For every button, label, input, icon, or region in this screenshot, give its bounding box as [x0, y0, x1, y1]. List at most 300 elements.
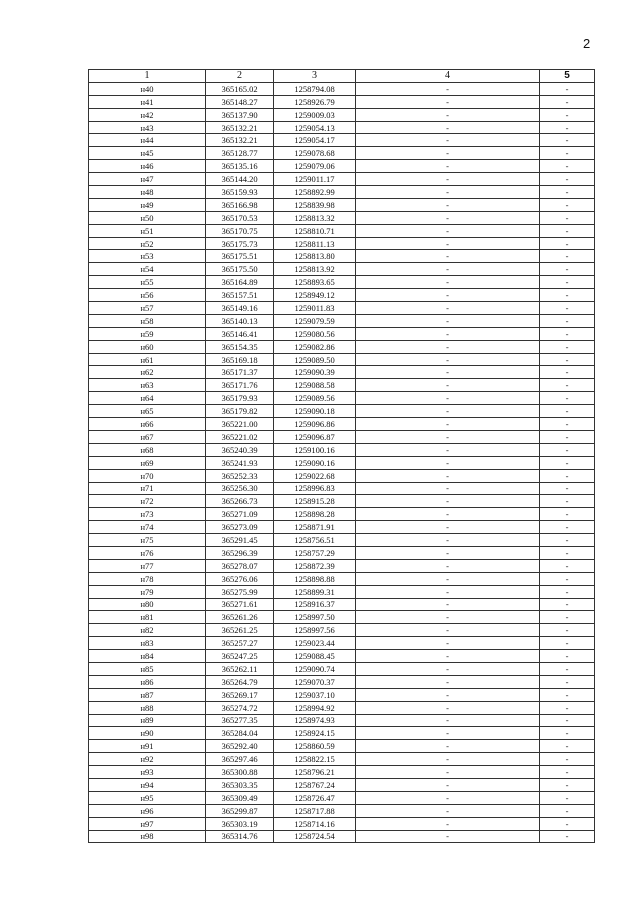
- table-row: [89, 495, 595, 508]
- point-name-cell: н71: [89, 482, 206, 495]
- column-4-cell: -: [356, 469, 540, 482]
- y-coordinate-cell: 1258794.08: [274, 82, 356, 95]
- x-coordinate-cell: 365175.51: [206, 250, 274, 263]
- table-row: [89, 198, 595, 211]
- point-name-cell: н58: [89, 314, 206, 327]
- y-coordinate-cell: 1259023.44: [274, 637, 356, 650]
- column-4-cell: -: [356, 430, 540, 443]
- y-coordinate-cell: 1259090.18: [274, 405, 356, 418]
- column-5-cell: -: [540, 456, 595, 469]
- column-5-cell: -: [540, 108, 595, 121]
- column-4-cell: -: [356, 830, 540, 843]
- y-coordinate-cell: 1258724.54: [274, 830, 356, 843]
- x-coordinate-cell: 365275.99: [206, 585, 274, 598]
- point-name-cell: н90: [89, 727, 206, 740]
- x-coordinate-cell: 365256.30: [206, 482, 274, 495]
- point-name-cell: н62: [89, 366, 206, 379]
- column-4-cell: -: [356, 778, 540, 791]
- x-coordinate-cell: 365271.61: [206, 598, 274, 611]
- point-name-cell: н42: [89, 108, 206, 121]
- column-5-cell: -: [540, 650, 595, 663]
- column-5-cell: -: [540, 662, 595, 675]
- table-row: [89, 392, 595, 405]
- y-coordinate-cell: 1258916.37: [274, 598, 356, 611]
- column-5-cell: -: [540, 495, 595, 508]
- column-4-cell: -: [356, 392, 540, 405]
- table-row: [89, 546, 595, 559]
- y-coordinate-cell: 1259054.13: [274, 121, 356, 134]
- table-row: [89, 418, 595, 431]
- column-4-cell: -: [356, 443, 540, 456]
- column-5-cell: -: [540, 778, 595, 791]
- column-4-cell: -: [356, 418, 540, 431]
- x-coordinate-cell: 365157.51: [206, 289, 274, 302]
- x-coordinate-cell: 365303.35: [206, 778, 274, 791]
- column-5-cell: -: [540, 418, 595, 431]
- column-5-cell: -: [540, 250, 595, 263]
- column-4-cell: -: [356, 134, 540, 147]
- column-5-cell: -: [540, 585, 595, 598]
- column-5-cell: -: [540, 121, 595, 134]
- point-name-cell: н66: [89, 418, 206, 431]
- column-5-cell: -: [540, 263, 595, 276]
- column-4-cell: -: [356, 727, 540, 740]
- column-5-cell: -: [540, 95, 595, 108]
- column-4-cell: -: [356, 289, 540, 302]
- column-5-cell: -: [540, 534, 595, 547]
- column-4-cell: -: [356, 82, 540, 95]
- column-5-cell: -: [540, 766, 595, 779]
- column-5-cell: -: [540, 753, 595, 766]
- table-row: [89, 430, 595, 443]
- table-row: [89, 727, 595, 740]
- y-coordinate-cell: 1259022.68: [274, 469, 356, 482]
- table-row: [89, 353, 595, 366]
- column-5-cell: -: [540, 675, 595, 688]
- y-coordinate-cell: 1258810.71: [274, 224, 356, 237]
- column-5-cell: -: [540, 366, 595, 379]
- point-name-cell: н49: [89, 198, 206, 211]
- table-row: [89, 598, 595, 611]
- point-name-cell: н68: [89, 443, 206, 456]
- point-name-cell: н73: [89, 508, 206, 521]
- x-coordinate-cell: 365274.72: [206, 701, 274, 714]
- column-5-cell: -: [540, 392, 595, 405]
- table-row: [89, 817, 595, 830]
- y-coordinate-cell: 1258811.13: [274, 237, 356, 250]
- x-coordinate-cell: 365144.20: [206, 173, 274, 186]
- column-4-cell: -: [356, 250, 540, 263]
- column-header-4: 4: [356, 70, 540, 83]
- y-coordinate-cell: 1258996.83: [274, 482, 356, 495]
- y-coordinate-cell: 1258899.31: [274, 585, 356, 598]
- column-4-cell: -: [356, 211, 540, 224]
- table-row: [89, 688, 595, 701]
- y-coordinate-cell: 1259080.56: [274, 327, 356, 340]
- y-coordinate-cell: 1259100.16: [274, 443, 356, 456]
- y-coordinate-cell: 1259079.59: [274, 314, 356, 327]
- x-coordinate-cell: 365277.35: [206, 714, 274, 727]
- table-row: [89, 95, 595, 108]
- point-name-cell: н60: [89, 340, 206, 353]
- point-name-cell: н48: [89, 186, 206, 199]
- table-body: [89, 82, 595, 843]
- point-name-cell: н64: [89, 392, 206, 405]
- column-5-cell: -: [540, 469, 595, 482]
- point-name-cell: н72: [89, 495, 206, 508]
- table-row: [89, 108, 595, 121]
- y-coordinate-cell: 1258997.50: [274, 611, 356, 624]
- column-4-cell: -: [356, 263, 540, 276]
- column-5-cell: -: [540, 198, 595, 211]
- y-coordinate-cell: 1258767.24: [274, 778, 356, 791]
- x-coordinate-cell: 365264.79: [206, 675, 274, 688]
- table-row: [89, 82, 595, 95]
- table-row: [89, 637, 595, 650]
- x-coordinate-cell: 365146.41: [206, 327, 274, 340]
- y-coordinate-cell: 1258813.32: [274, 211, 356, 224]
- x-coordinate-cell: 365171.37: [206, 366, 274, 379]
- x-coordinate-cell: 365137.90: [206, 108, 274, 121]
- x-coordinate-cell: 365262.11: [206, 662, 274, 675]
- x-coordinate-cell: 365271.09: [206, 508, 274, 521]
- x-coordinate-cell: 365257.27: [206, 637, 274, 650]
- point-name-cell: н78: [89, 572, 206, 585]
- y-coordinate-cell: 1258871.91: [274, 521, 356, 534]
- column-4-cell: -: [356, 804, 540, 817]
- table-row: [89, 250, 595, 263]
- x-coordinate-cell: 365300.88: [206, 766, 274, 779]
- column-4-cell: -: [356, 95, 540, 108]
- x-coordinate-cell: 365132.21: [206, 134, 274, 147]
- point-name-cell: н75: [89, 534, 206, 547]
- table-row: [89, 766, 595, 779]
- column-5-cell: -: [540, 804, 595, 817]
- column-5-cell: -: [540, 186, 595, 199]
- column-4-cell: -: [356, 147, 540, 160]
- point-name-cell: н86: [89, 675, 206, 688]
- y-coordinate-cell: 1259011.83: [274, 302, 356, 315]
- column-4-cell: -: [356, 559, 540, 572]
- column-4-cell: -: [356, 650, 540, 663]
- x-coordinate-cell: 365175.73: [206, 237, 274, 250]
- table-row: [89, 263, 595, 276]
- x-coordinate-cell: 365261.25: [206, 624, 274, 637]
- column-4-cell: -: [356, 508, 540, 521]
- x-coordinate-cell: 365314.76: [206, 830, 274, 843]
- point-name-cell: н92: [89, 753, 206, 766]
- table-row: [89, 211, 595, 224]
- column-5-cell: -: [540, 314, 595, 327]
- table-row: [89, 650, 595, 663]
- column-5-cell: -: [540, 82, 595, 95]
- point-name-cell: н70: [89, 469, 206, 482]
- y-coordinate-cell: 1259088.58: [274, 379, 356, 392]
- y-coordinate-cell: 1258949.12: [274, 289, 356, 302]
- table-row: [89, 804, 595, 817]
- point-name-cell: н45: [89, 147, 206, 160]
- column-5-cell: -: [540, 289, 595, 302]
- table-row: [89, 314, 595, 327]
- x-coordinate-cell: 365221.02: [206, 430, 274, 443]
- column-4-cell: -: [356, 675, 540, 688]
- table-row: [89, 134, 595, 147]
- column-5-cell: -: [540, 546, 595, 559]
- column-4-cell: -: [356, 714, 540, 727]
- column-5-cell: -: [540, 443, 595, 456]
- column-4-cell: -: [356, 456, 540, 469]
- column-5-cell: -: [540, 379, 595, 392]
- table-row: [89, 830, 595, 843]
- y-coordinate-cell: 1258717.88: [274, 804, 356, 817]
- table-row: [89, 791, 595, 804]
- point-name-cell: н91: [89, 740, 206, 753]
- column-5-cell: -: [540, 237, 595, 250]
- y-coordinate-cell: 1258726.47: [274, 791, 356, 804]
- point-name-cell: н97: [89, 817, 206, 830]
- point-name-cell: н96: [89, 804, 206, 817]
- column-4-cell: -: [356, 611, 540, 624]
- table-row: [89, 701, 595, 714]
- point-name-cell: н77: [89, 559, 206, 572]
- column-5-cell: -: [540, 817, 595, 830]
- column-4-cell: -: [356, 637, 540, 650]
- x-coordinate-cell: 365273.09: [206, 521, 274, 534]
- column-5-cell: -: [540, 302, 595, 315]
- table-row: [89, 624, 595, 637]
- column-4-cell: -: [356, 495, 540, 508]
- point-name-cell: н50: [89, 211, 206, 224]
- table-row: [89, 521, 595, 534]
- column-4-cell: -: [356, 740, 540, 753]
- point-name-cell: н93: [89, 766, 206, 779]
- y-coordinate-cell: 1259089.56: [274, 392, 356, 405]
- x-coordinate-cell: 365166.98: [206, 198, 274, 211]
- table-row: [89, 289, 595, 302]
- y-coordinate-cell: 1258893.65: [274, 276, 356, 289]
- column-5-cell: -: [540, 598, 595, 611]
- column-4-cell: -: [356, 482, 540, 495]
- table-row: [89, 456, 595, 469]
- column-5-cell: -: [540, 830, 595, 843]
- table-row: [89, 662, 595, 675]
- column-4-cell: -: [356, 624, 540, 637]
- column-5-cell: -: [540, 482, 595, 495]
- x-coordinate-cell: 365175.50: [206, 263, 274, 276]
- column-4-cell: -: [356, 534, 540, 547]
- column-5-cell: -: [540, 624, 595, 637]
- point-name-cell: н46: [89, 160, 206, 173]
- column-4-cell: -: [356, 662, 540, 675]
- table-row: [89, 714, 595, 727]
- table-row: [89, 147, 595, 160]
- x-coordinate-cell: 365291.45: [206, 534, 274, 547]
- x-coordinate-cell: 365128.77: [206, 147, 274, 160]
- y-coordinate-cell: 1258974.93: [274, 714, 356, 727]
- point-name-cell: н94: [89, 778, 206, 791]
- point-name-cell: н41: [89, 95, 206, 108]
- point-name-cell: н74: [89, 521, 206, 534]
- column-5-cell: -: [540, 508, 595, 521]
- column-4-cell: -: [356, 546, 540, 559]
- column-5-cell: -: [540, 224, 595, 237]
- point-name-cell: н44: [89, 134, 206, 147]
- table-row: [89, 443, 595, 456]
- y-coordinate-cell: 1259070.37: [274, 675, 356, 688]
- column-4-cell: -: [356, 121, 540, 134]
- y-coordinate-cell: 1258898.28: [274, 508, 356, 521]
- table-row: [89, 572, 595, 585]
- x-coordinate-cell: 365179.82: [206, 405, 274, 418]
- table-row: [89, 173, 595, 186]
- x-coordinate-cell: 365132.21: [206, 121, 274, 134]
- y-coordinate-cell: 1258796.21: [274, 766, 356, 779]
- coordinates-table: [88, 69, 595, 843]
- point-name-cell: н47: [89, 173, 206, 186]
- column-5-cell: -: [540, 327, 595, 340]
- column-5-cell: -: [540, 727, 595, 740]
- point-name-cell: н81: [89, 611, 206, 624]
- y-coordinate-cell: 1259079.06: [274, 160, 356, 173]
- x-coordinate-cell: 365266.73: [206, 495, 274, 508]
- column-4-cell: -: [356, 108, 540, 121]
- x-coordinate-cell: 365309.49: [206, 791, 274, 804]
- y-coordinate-cell: 1258898.88: [274, 572, 356, 585]
- column-4-cell: -: [356, 379, 540, 392]
- x-coordinate-cell: 365269.17: [206, 688, 274, 701]
- point-name-cell: н82: [89, 624, 206, 637]
- y-coordinate-cell: 1259082.86: [274, 340, 356, 353]
- y-coordinate-cell: 1258994.92: [274, 701, 356, 714]
- point-name-cell: н84: [89, 650, 206, 663]
- column-4-cell: -: [356, 198, 540, 211]
- column-5-cell: -: [540, 276, 595, 289]
- x-coordinate-cell: 365148.27: [206, 95, 274, 108]
- x-coordinate-cell: 365292.40: [206, 740, 274, 753]
- y-coordinate-cell: 1259037.10: [274, 688, 356, 701]
- point-name-cell: н59: [89, 327, 206, 340]
- x-coordinate-cell: 365241.93: [206, 456, 274, 469]
- x-coordinate-cell: 365170.53: [206, 211, 274, 224]
- point-name-cell: н65: [89, 405, 206, 418]
- point-name-cell: н83: [89, 637, 206, 650]
- y-coordinate-cell: 1258915.28: [274, 495, 356, 508]
- point-name-cell: н55: [89, 276, 206, 289]
- column-5-cell: -: [540, 688, 595, 701]
- column-4-cell: -: [356, 224, 540, 237]
- table-row: [89, 482, 595, 495]
- column-4-cell: -: [356, 521, 540, 534]
- y-coordinate-cell: 1258813.92: [274, 263, 356, 276]
- column-4-cell: -: [356, 237, 540, 250]
- column-4-cell: -: [356, 366, 540, 379]
- table-row: [89, 379, 595, 392]
- x-coordinate-cell: 365140.13: [206, 314, 274, 327]
- column-4-cell: -: [356, 160, 540, 173]
- column-5-cell: -: [540, 353, 595, 366]
- column-4-cell: -: [356, 701, 540, 714]
- table-row: [89, 405, 595, 418]
- column-4-cell: -: [356, 817, 540, 830]
- x-coordinate-cell: 365261.26: [206, 611, 274, 624]
- table-row: [89, 186, 595, 199]
- x-coordinate-cell: 365169.18: [206, 353, 274, 366]
- column-5-cell: -: [540, 405, 595, 418]
- column-4-cell: -: [356, 572, 540, 585]
- x-coordinate-cell: 365303.19: [206, 817, 274, 830]
- point-name-cell: н76: [89, 546, 206, 559]
- column-5-cell: -: [540, 521, 595, 534]
- x-coordinate-cell: 365299.87: [206, 804, 274, 817]
- point-name-cell: н43: [89, 121, 206, 134]
- table-row: [89, 559, 595, 572]
- column-header-2: 2: [206, 70, 274, 83]
- y-coordinate-cell: 1259009.03: [274, 108, 356, 121]
- column-4-cell: -: [356, 302, 540, 315]
- x-coordinate-cell: 365149.16: [206, 302, 274, 315]
- table-row: [89, 276, 595, 289]
- point-name-cell: н52: [89, 237, 206, 250]
- point-name-cell: н95: [89, 791, 206, 804]
- table-row: [89, 237, 595, 250]
- x-coordinate-cell: 365154.35: [206, 340, 274, 353]
- x-coordinate-cell: 365171.76: [206, 379, 274, 392]
- page-number: 2: [583, 36, 591, 51]
- y-coordinate-cell: 1258872.39: [274, 559, 356, 572]
- column-header-5: 5: [540, 70, 595, 83]
- table-row: [89, 508, 595, 521]
- y-coordinate-cell: 1258813.80: [274, 250, 356, 263]
- column-4-cell: -: [356, 327, 540, 340]
- column-4-cell: -: [356, 186, 540, 199]
- table-row: [89, 160, 595, 173]
- table-row: [89, 534, 595, 547]
- y-coordinate-cell: 1259090.74: [274, 662, 356, 675]
- point-name-cell: н79: [89, 585, 206, 598]
- point-name-cell: н51: [89, 224, 206, 237]
- column-4-cell: -: [356, 340, 540, 353]
- x-coordinate-cell: 365278.07: [206, 559, 274, 572]
- y-coordinate-cell: 1258756.51: [274, 534, 356, 547]
- column-4-cell: -: [356, 173, 540, 186]
- column-5-cell: -: [540, 714, 595, 727]
- column-5-cell: -: [540, 160, 595, 173]
- table-row: [89, 778, 595, 791]
- column-5-cell: -: [540, 430, 595, 443]
- column-5-cell: -: [540, 211, 595, 224]
- table-row: [89, 585, 595, 598]
- table-row: [89, 302, 595, 315]
- column-4-cell: -: [356, 353, 540, 366]
- column-5-cell: -: [540, 791, 595, 804]
- y-coordinate-cell: 1258714.16: [274, 817, 356, 830]
- x-coordinate-cell: 365297.46: [206, 753, 274, 766]
- point-name-cell: н57: [89, 302, 206, 315]
- table-row: [89, 740, 595, 753]
- y-coordinate-cell: 1258839.98: [274, 198, 356, 211]
- point-name-cell: н40: [89, 82, 206, 95]
- column-5-cell: -: [540, 611, 595, 624]
- table-row: [89, 469, 595, 482]
- column-4-cell: -: [356, 753, 540, 766]
- x-coordinate-cell: 365135.16: [206, 160, 274, 173]
- point-name-cell: н53: [89, 250, 206, 263]
- column-header-1: 1: [89, 70, 206, 83]
- y-coordinate-cell: 1259096.86: [274, 418, 356, 431]
- y-coordinate-cell: 1259088.45: [274, 650, 356, 663]
- column-header-3: 3: [274, 70, 356, 83]
- x-coordinate-cell: 365179.93: [206, 392, 274, 405]
